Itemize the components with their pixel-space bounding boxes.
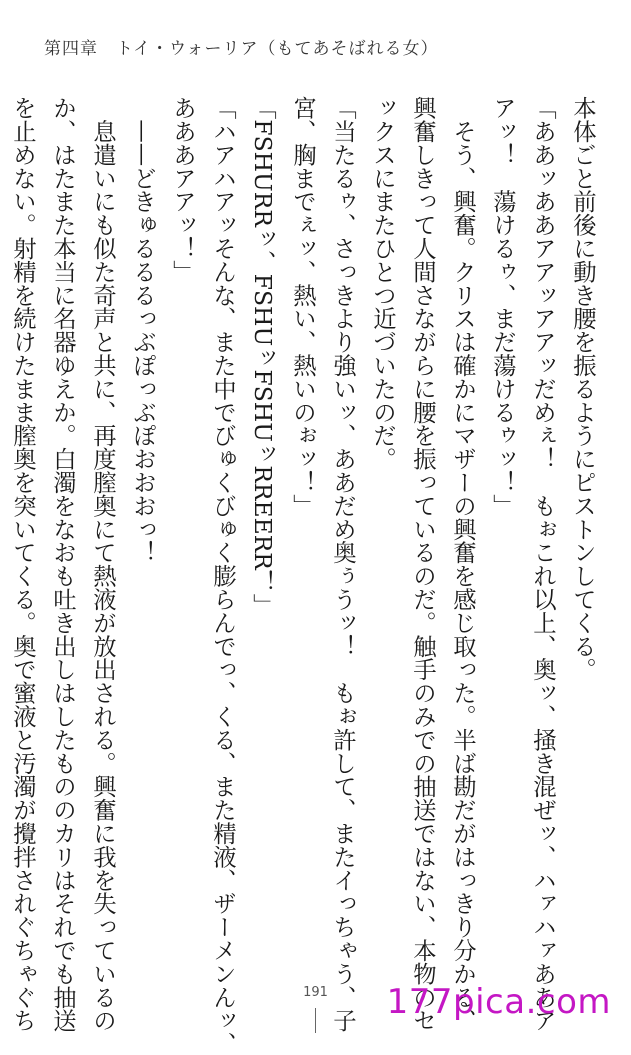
text-line-2: 「ああッああアアッアアッだめぇ！ もぉこれ以上、奥ッ、掻き混ぜッ、ハァハァああア [529,96,557,1032]
text-line-4: そう、興奮。クリスは確かにマザーの興奮を感じ取った。半ば勘だがはっきり分かる、 [449,96,477,1032]
text-line-10: 「ハアハアッそんな、また中でびゅくびゅく膨らんでっ、くる、また精液、ザーメンんッ、 [209,96,237,1055]
text-line-14: か、はたまた本当に名器ゆえか。白濁をなおも吐き出しはしたもののカリはそれでも抽送 [49,96,77,1032]
text-line-12: ——どきゅるるるっぶぽっぶぽおおおっ！ [129,96,157,564]
text-line-6: ックスにまたひとつ近づいたのだ。 [369,96,397,471]
text-line-1: 本体ごと前後に動き腰を振るようにピストンしてくる。 [569,96,597,681]
text-line-15: を止めない。射精を続けたまま膣奥を突いてくる。奥で蜜液と汚濁が攪拌されぐちゃぐち [9,96,37,1032]
text-line-8: 宮、胸までぇッ、熱い、熱いのぉッ！」 [289,96,317,518]
text-line-9: 「FSHURRッ、FSHUッFSHUッRREERR！」 [249,96,277,617]
text-line-16 [0,96,3,976]
page-number-rule [315,1008,316,1033]
text-line-5: 興奮しきって人間さながらに腰を振っているのだ。触手のみでの抽送ではない、本物のセ [409,96,437,1032]
text-line-3: アッ！ 蕩けるゥ、まだ蕩けるゥッ！」 [489,96,517,518]
running-header: 第四章 トイ・ウォーリア（もてあそばれる女） [44,39,439,59]
text-line-11: あああアアッ！」 [169,96,197,284]
text-line-7: 「当たるゥ、さっきより強いッ、ああだめ奥ぅうッ！ もぉ許して、またイっちゃう、子 [329,96,357,1032]
page-number: 191 [303,985,328,1000]
text-line-13: 息遣いにも似た奇声と共に、再度膣奥にて熱液が放出される。興奮に我を失っているの [89,96,117,1032]
watermark-text: 177pica.com [386,982,611,1022]
